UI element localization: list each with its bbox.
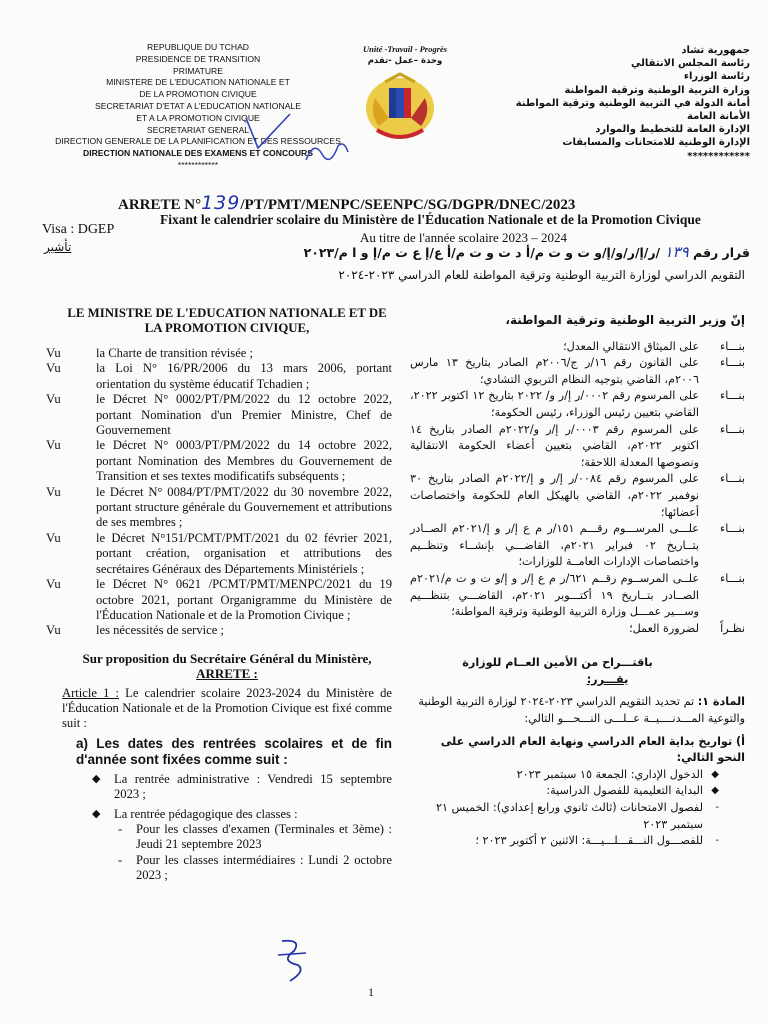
proposition-ar: باقتـــراح من الأمين العــام للوزارة xyxy=(462,656,653,670)
diamond-bullet-icon: ◆ xyxy=(92,807,101,820)
motto-arabic: وحدة –عمل -تقدم xyxy=(367,56,443,66)
vu-clause: Vu le Décret N° 0621 /PCMT/PMT/MENPC/2021 du 19 octobre 2021, portant Organigramme du Ministère de l'Éducation Nationale et de la Promotion Civique ; xyxy=(46,577,392,622)
vu-clause: Vu le Décret N° 0002/PT/PM/2022 du 12 octobre 2022, portant Nomination d'un Premier Ministre, Chef de Gouvernement xyxy=(46,392,392,438)
vu-clause: Vu la Loi N° 16/PR/2006 du 13 mars 2006, portant orientation du système éducatif Tchadien ; xyxy=(46,361,392,391)
page-number: 1 xyxy=(368,985,374,999)
header-fr-line: DE LA PROMOTION CIVIQUE xyxy=(139,89,257,100)
arrete-school-year: Au titre de l'année scolaire 2023 – 2024 xyxy=(360,230,568,245)
article-1-ar: المادة ١: تم تحديد التقويم الدراسي ٢٠٢٣-٢٠٢٤ لوزارة التربية الوطنية والتوعية المـــدنــــيــة عــلـــى النـــحـــو التالي: xyxy=(418,695,745,726)
arabic-body xyxy=(410,312,745,850)
handwritten-checkmark xyxy=(240,110,300,160)
french-body xyxy=(46,306,392,884)
diamond-bullet-icon: ◆ xyxy=(92,772,101,785)
dash-item-fr: - Pour les classes intermédiaires : Lundi 2 octobre 2023 ; xyxy=(118,852,392,883)
bullet-item-ar: ◆ البداية التعليمية للفصول الدراسية: xyxy=(410,783,745,800)
sub-item-ar: - لفصول الامتحانات (ثالث ثانوي ورابع إعدادي): الخميس ٢١ سبتمبر ٢٠٢٣ xyxy=(435,801,719,831)
header-fr-directorate: DIRECTION NATIONALE DES EXAMENS ET CONCOURS xyxy=(83,148,313,159)
section-a-ar: أ) تواريخ بداية العام الدراسي ونهاية العام الدراسي على النحو التالي: xyxy=(440,734,745,765)
handwritten-initials xyxy=(300,138,360,170)
header-fr-line: PRIMATURE xyxy=(173,65,223,76)
header-fr-line: REPUBLIQUE DU TCHAD xyxy=(146,42,250,52)
header-ar-line: رئاسة الوزراء xyxy=(683,71,750,83)
arabic-decision-title xyxy=(175,243,750,261)
ar-decision-number: ١٣٩ xyxy=(664,243,689,261)
handwritten-signature-mark xyxy=(272,935,312,985)
minister-heading-fr: LE MINISTRE DE L'EDUCATION NATIONALE ET DE LA PROMOTION CIVIQUE, xyxy=(67,306,387,335)
header-ar-line: الإدارة الوطنية للامتحانات والمسابقات xyxy=(562,137,750,149)
motto-french: Unité -Travail - Progrès xyxy=(363,44,447,54)
vu-clause: Vu les nécessités de service ; xyxy=(46,623,224,638)
header-ar-line: رئاسة المجلس الانتقالي xyxy=(631,58,750,70)
vu-clause: Vu le Décret N°151/PCMT/PMT/2021 du 02 février 2021, portant création, organisation et attributions des secrétaires Généraux des Départements Ministériels ; xyxy=(46,530,392,576)
header-ar-line: وزارة التربية الوطنية وترقية المواطنة xyxy=(564,84,750,96)
bullet-item-ar: ◆ الدخول الإداري: الجمعة ١٥ سبتمبر ٢٠٢٣ xyxy=(410,767,745,784)
bina-clause: بنـــاء علــى المرســوم رقــم ٦٢١/ر م ع إ/ر و إ/و ت و ت م/٢٠٢١م الصــادر بتــاريخ ١٩ أكتـــوبر ٢٠٢١م، القاضـــي بتنظـــيم وســـير عمـــل وزارة التربية الوطنية وترقية المواطنة؛ xyxy=(410,571,745,619)
header-fr-stars: ************ xyxy=(177,159,219,170)
section-a-fr: a) Les dates des rentrées scolaires et de fin d'année sont fixées comme suit : xyxy=(76,735,392,767)
minister-heading-ar: إنّ وزير التربية الوطنية وترقية المواطنة، xyxy=(505,313,745,327)
arrete-number-handwritten: 139 xyxy=(201,192,241,214)
header-ar-line: الأمانة العامة xyxy=(687,111,750,123)
visa-label: Visa : DGEP xyxy=(42,222,115,237)
header-ar-line: أمانة الدولة في التربية الوطنية وترقية المواطنة xyxy=(515,97,750,109)
diamond-bullet-icon: ◆ xyxy=(711,768,719,780)
nazran-clause: نظـراً لضرورة العمل؛ xyxy=(629,621,745,635)
diamond-bullet-icon: ◆ xyxy=(711,785,719,797)
arrete-subject: Fixant le calendrier scolaire du Ministère de l'Éducation Nationale et de la Promotion Civique xyxy=(160,212,701,227)
vu-clause: Vu la Charte de transition révisée ; xyxy=(46,346,254,360)
header-fr-line: DIRECTION GENERALE DE LA PLANIFICATION ET DES RESSOURCES xyxy=(55,136,341,147)
header-fr-line: SECRETARIAT D'ETAT A L'EDUCATION NATIONALE xyxy=(95,100,301,111)
bullet-item-fr: ◆ La rentrée pédagogique des classes : xyxy=(92,806,298,821)
ar-decision-prefix: قرار رقم xyxy=(693,245,750,260)
bina-clause: بنـــاء على المرسوم رقم ٠٠٨٤/ر إ/ر و إ/٢٠٢٢م الصادر بتاريخ ٣٠ نوفمبر ٢٠٢٢م، القاضي بالهيكل العام للحكومة واختصاصات أعضائها؛ xyxy=(410,472,745,519)
header-fr-line: MINISTERE DE L'EDUCATION NATIONALE ET xyxy=(106,77,290,88)
arabic-decision-subtitle: التقويم الدراسي لوزارة التربية الوطنية وترقية المواطنة للعام الدراسي ٢٠٢٣-٢٠٢٤ xyxy=(338,268,745,282)
arrete-suffix: /PT/PMT/MENPC/SEENPC/SG/DGPR/DNEC/2023 xyxy=(240,197,576,213)
dash-item-fr: - Pour les classes d'examen (Terminales et 3ème) : Jeudi 21 septembre 2023 xyxy=(118,822,392,852)
visa-arabic: تأشير xyxy=(44,240,72,254)
header-fr-line: PRESIDENCE DE TRANSITION xyxy=(135,53,261,64)
bina-clause: بنـــاء على المرسوم رقم ٠٠٠٢/ر إ/ر و/ ٢٠٢٢ بتاريخ ١٢ اكتوبر ٢٠٢٢، القاضي بتعيين رئيس الوزراء، رئيس الحكومة؛ xyxy=(410,389,745,419)
article-1-fr: Article 1 : Le calendrier scolaire 2023-2024 du Ministère de l'Éducation Nationale et de la Promotion Civique est fixé comme suit : xyxy=(62,685,392,731)
bina-clause: بنـــاء على الميثاق الانتقالي المعدل؛ xyxy=(563,339,745,353)
vu-clause: Vu le Décret N° 0084/PT/PMT/2022 du 30 novembre 2022, portant structure générale du Gouvernement et attributions de ses membres ; xyxy=(46,484,392,530)
arrete-prefix: ARRETE N° xyxy=(118,197,202,213)
bina-clause: بنـــاء علـــى المرســـوم رقـــم ١٥١/ر م ع إ/ر و إ/٢٠٢١م الصــادر بتــاريخ ٠٢ فبراير ٢٠٢١م، القاضـــي بإنشــاء وتنظــيم واختصاصات الإدارات العامــة للوزارات؛ xyxy=(410,522,745,569)
header-ar-line: جمهورية تشاد xyxy=(681,45,750,56)
header-fr-line: ET A LA PROMOTION CIVIQUE xyxy=(136,112,260,123)
header-ar-line: الإدارة العامة للتخطيط والموارد xyxy=(595,124,750,136)
sub-item-ar: - للفصـــول النـــقـــلـــيـــة: الاثنين ٢ أكتوبر ٢٠٢٣ ؛ xyxy=(475,834,719,848)
proposition-fr: Sur proposition du Secrétaire Général du Ministère, xyxy=(82,650,372,666)
arrete-heading: ARRETE : xyxy=(196,666,258,682)
vu-clause: Vu le Décret N° 0003/PT/PM/2022 du 14 octobre 2022, portant Nomination des Membres du Gouvernement de Transition et ses textes modificatifs subséquents ; xyxy=(46,438,392,484)
ar-decision-suffix: /ر/إ/ر/و/إ/و ت و ت م/أ د ت و ت م/أ ع/إ ع ت م/إ و ا م/٢٠٢٣ xyxy=(303,245,661,260)
bina-clause: بنـــاء على المرسوم رقم ٠٠٠٣/ر إ/ر و/٢٠٢٢م الصادر بتاريخ ١٤ اكتوبر ٢٠٢٢م، القاضي بتعيين أعضاء الحكومة الانتقالية ونصوصها المعدلة اللاحقة؛ xyxy=(410,422,745,469)
bina-clause: بنـــاء على القانون رقم ١٦/ر ج/٢٠٠٦م الصادر بتاريخ ١٣ مارس ٢٠٠٦م، القاضي بتوجيه النظام التربوي التشادي؛ xyxy=(410,356,745,386)
arrete-title xyxy=(118,192,575,214)
arabic-header xyxy=(400,44,750,163)
decide-heading-ar: يقـــرر: xyxy=(586,672,629,686)
bullet-item-fr: ◆ La rentrée administrative : Vendredi 15 septembre 2023 ; xyxy=(92,771,392,802)
header-ar-stars: ************ xyxy=(687,150,750,162)
header-fr-line: SECRETARIAT GENERAL xyxy=(146,124,250,135)
